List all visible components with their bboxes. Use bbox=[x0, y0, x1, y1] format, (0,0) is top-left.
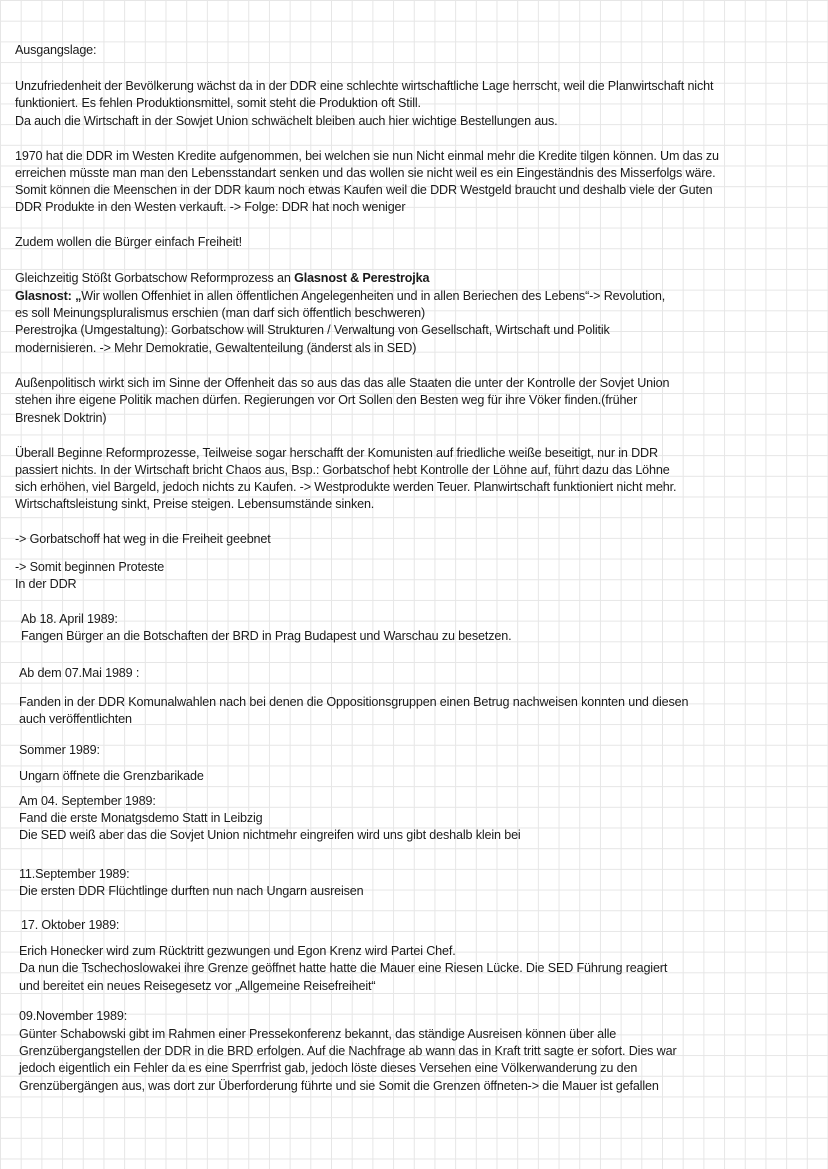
text-line: -> Gorbatschoff hat weg in die Freiheit geebnet bbox=[15, 532, 271, 546]
timeline-text: Erich Honecker wird zum Rücktritt gezwungen und Egon Krenz wird Partei Chef. bbox=[19, 944, 456, 958]
timeline-text: auch veröffentlichten bbox=[19, 712, 132, 726]
timeline-text: Grenzübergängen aus, was dort zur Überforderung führte und sie Somit die Grenzen öffneten-> die Mauer ist gefallen bbox=[19, 1079, 659, 1093]
timeline-text: jedoch eigentlich ein Fehler da es eine Sperrfrist gab, jedoch löste dieses Versehen eine Völkerwanderung zu den bbox=[19, 1061, 638, 1075]
text-line: Da auch die Wirtschaft in der Sowjet Union schwächelt bleiben auch hier wichtige Bestellungen aus. bbox=[15, 114, 558, 128]
text-line: DDR Produkte in den Westen verkauft. -> Folge: DDR hat noch weniger bbox=[15, 200, 406, 214]
timeline-text: Ungarn öffnete die Grenzbarikade bbox=[19, 769, 204, 783]
text-line: erreichen müsste man man den Lebensstandart senken und das wollen sie nicht weil es ein Eingeständnis des Misserfolgs wäre. bbox=[15, 166, 716, 180]
timeline-date: Ab 18. April 1989: bbox=[21, 612, 118, 626]
timeline-date: Am 04. September 1989: bbox=[19, 794, 156, 808]
timeline-date: Ab dem 07.Mai 1989 : bbox=[19, 666, 140, 680]
text-line: Bresnek Doktrin) bbox=[15, 411, 107, 425]
text-span: Gleichzeitig Stößt Gorbatschow Reformprozess an bbox=[15, 271, 295, 285]
text-line: Perestrojka (Umgestaltung): Gorbatschow will Strukturen / Verwaltung von Gesellschaft, Wirtschaft und Politik bbox=[15, 323, 610, 337]
text-line: passiert nichts. In der Wirtschaft bricht Chaos aus, Bsp.: Gorbatschof hebt Kontrolle der Löhne auf, führt dazu das Löhne bbox=[15, 463, 670, 477]
timeline-text: Fand die erste Monatgsdemo Statt in Leibzig bbox=[19, 811, 263, 825]
text-line: funktioniert. Es fehlen Produktionsmittel, somit steht die Produktion oft Still. bbox=[15, 96, 421, 110]
text-line: Überall Beginne Reformprozesse, Teilweise sogar herschafft der Komunisten auf friedliche weiße beseitigt, nur in DDR bbox=[15, 446, 658, 460]
text-span: Wir wollen Offenhiet in allen öffentlichen Angelegenheiten und in allen Beriechen des Lebens“-> Revolution, bbox=[81, 289, 666, 303]
timeline-date: Sommer 1989: bbox=[19, 743, 100, 757]
timeline-text: Günter Schabowski gibt im Rahmen einer Pressekonferenz bekannt, das ständige Ausreisen können über alle bbox=[19, 1027, 617, 1041]
text-line: Zudem wollen die Bürger einfach Freiheit! bbox=[15, 235, 242, 249]
text-line: 1970 hat die DDR im Westen Kredite aufgenommen, bei welchen sie nun Nicht einmal mehr die Kredite tilgen können. Um das zu bbox=[15, 149, 719, 163]
timeline-text: Die ersten DDR Flüchtlinge durften nun nach Ungarn ausreisen bbox=[19, 884, 364, 898]
timeline-date: 11.September 1989: bbox=[19, 867, 130, 881]
timeline-text: Fangen Bürger an die Botschaften der BRD in Prag Budapest und Warschau zu besetzen. bbox=[21, 629, 512, 643]
glasnost-line bbox=[15, 288, 665, 305]
timeline-text: Grenzübergangstellen der DDR in die BRD erfolgen. Auf die Nachfrage ab wann das in Kraft tritt sagte er sofort. Dies war bbox=[19, 1044, 677, 1058]
heading-ausgangslage: Ausgangslage: bbox=[15, 43, 97, 57]
timeline-text: Da nun die Tschechoslowakei ihre Grenze geöffnet hatte hatte die Mauer eine Riesen Lücke. Die SED Führung reagiert bbox=[19, 961, 668, 975]
text-line: es soll Meinungspluralismus erschien (man darf sich öffentlich beschweren) bbox=[15, 306, 426, 320]
timeline-text: und bereitet ein neues Reisegesetz vor „Allgemeine Reisefreiheit“ bbox=[19, 979, 376, 993]
timeline-date: 09.November 1989: bbox=[19, 1009, 128, 1023]
timeline-date: 17. Oktober 1989: bbox=[21, 918, 120, 932]
timeline-text: Fanden in der DDR Komunalwahlen nach bei denen die Oppositionsgruppen einen Betrug nachweisen konnten und diesen bbox=[19, 695, 689, 709]
text-line: Außenpolitisch wirkt sich im Sinne der Offenheit das so aus das das alle Staaten die unter der Kontrolle der Sovjet Union bbox=[15, 376, 670, 390]
text-line: Somit können die Meenschen in der DDR kaum noch etwas Kaufen weil die DDR Westgeld braucht und deshalb viele der Guten bbox=[15, 183, 713, 197]
reform-intro-line bbox=[15, 270, 429, 287]
text-line: modernisieren. -> Mehr Demokratie, Gewaltenteilung (änderst als in SED) bbox=[15, 341, 417, 355]
glasnost-perestrojka-title: Glasnost & Perestrojka bbox=[294, 271, 430, 285]
glasnost-label: Glasnost: „ bbox=[15, 289, 82, 303]
text-line: In der DDR bbox=[15, 577, 77, 591]
timeline-text: Die SED weiß aber das die Sovjet Union nichtmehr eingreifen wird uns gibt deshalb klein bei bbox=[19, 828, 521, 842]
text-line: Wirtschaftsleistung sinkt, Preise steigen. Lebensumstände sinken. bbox=[15, 497, 375, 511]
text-line: sich erhöhen, viel Bargeld, jedoch nichts zu Kaufen. -> Westprodukte werden Teuer. Planwirtschaft funktioniert nicht mehr. bbox=[15, 480, 677, 494]
text-line: -> Somit beginnen Proteste bbox=[15, 560, 165, 574]
text-line: Unzufriedenheit der Bevölkerung wächst da in der DDR eine schlechte wirtschaftliche Lage herrscht, weil die Planwirtschaft nicht bbox=[15, 79, 714, 93]
text-line: stehen ihre eigene Politik machen dürfen. Regierungen vor Ort Sollen den Besten weg für ihre Vöker finden.(früher bbox=[15, 393, 638, 407]
